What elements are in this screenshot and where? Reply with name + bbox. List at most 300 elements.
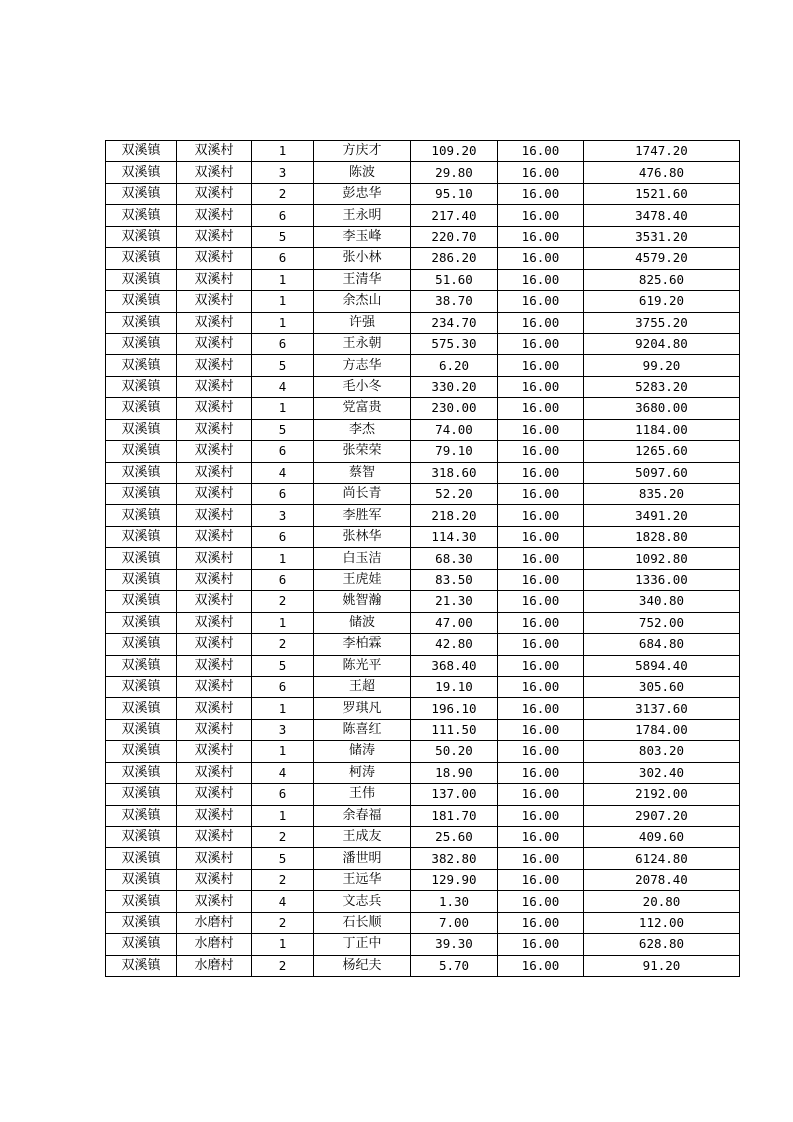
group-cell: 6 bbox=[252, 484, 314, 505]
name-cell: 彭忠华 bbox=[314, 183, 411, 204]
village-cell: 双溪村 bbox=[177, 698, 252, 719]
table-row bbox=[106, 398, 740, 419]
table-row bbox=[106, 698, 740, 719]
name-cell: 王永朝 bbox=[314, 333, 411, 354]
group-cell: 1 bbox=[252, 548, 314, 569]
group-cell: 1 bbox=[252, 698, 314, 719]
rate-cell: 16.00 bbox=[498, 462, 584, 483]
town-cell: 双溪镇 bbox=[106, 548, 177, 569]
group-cell: 4 bbox=[252, 762, 314, 783]
area-cell: 217.40 bbox=[411, 205, 498, 226]
rate-cell: 16.00 bbox=[498, 891, 584, 912]
table-row bbox=[106, 505, 740, 526]
table-row bbox=[106, 419, 740, 440]
table-row bbox=[106, 548, 740, 569]
table-row bbox=[106, 591, 740, 612]
rate-cell: 16.00 bbox=[498, 676, 584, 697]
table-row bbox=[106, 869, 740, 890]
group-cell: 2 bbox=[252, 591, 314, 612]
rate-cell: 16.00 bbox=[498, 612, 584, 633]
area-cell: 29.80 bbox=[411, 162, 498, 183]
amount-cell: 112.00 bbox=[584, 912, 740, 933]
village-cell: 双溪村 bbox=[177, 205, 252, 226]
village-cell: 双溪村 bbox=[177, 591, 252, 612]
village-cell: 双溪村 bbox=[177, 784, 252, 805]
village-cell: 双溪村 bbox=[177, 848, 252, 869]
table-row bbox=[106, 312, 740, 333]
rate-cell: 16.00 bbox=[498, 205, 584, 226]
name-cell: 张小林 bbox=[314, 248, 411, 269]
rate-cell: 16.00 bbox=[498, 505, 584, 526]
area-cell: 39.30 bbox=[411, 934, 498, 955]
town-cell: 双溪镇 bbox=[106, 655, 177, 676]
area-cell: 42.80 bbox=[411, 634, 498, 655]
area-cell: 286.20 bbox=[411, 248, 498, 269]
table-row bbox=[106, 955, 740, 976]
area-cell: 109.20 bbox=[411, 141, 498, 162]
group-cell: 1 bbox=[252, 612, 314, 633]
area-cell: 196.10 bbox=[411, 698, 498, 719]
amount-cell: 1184.00 bbox=[584, 419, 740, 440]
village-cell: 双溪村 bbox=[177, 762, 252, 783]
amount-cell: 3137.60 bbox=[584, 698, 740, 719]
town-cell: 双溪镇 bbox=[106, 183, 177, 204]
name-cell: 潘世明 bbox=[314, 848, 411, 869]
area-cell: 5.70 bbox=[411, 955, 498, 976]
group-cell: 1 bbox=[252, 312, 314, 333]
amount-cell: 1784.00 bbox=[584, 719, 740, 740]
table-row bbox=[106, 719, 740, 740]
table-row bbox=[106, 269, 740, 290]
group-cell: 1 bbox=[252, 398, 314, 419]
data-table bbox=[105, 140, 740, 977]
village-cell: 双溪村 bbox=[177, 462, 252, 483]
rate-cell: 16.00 bbox=[498, 655, 584, 676]
name-cell: 李柏霖 bbox=[314, 634, 411, 655]
village-cell: 双溪村 bbox=[177, 248, 252, 269]
table-row bbox=[106, 355, 740, 376]
amount-cell: 1265.60 bbox=[584, 441, 740, 462]
group-cell: 2 bbox=[252, 912, 314, 933]
town-cell: 双溪镇 bbox=[106, 891, 177, 912]
table-row bbox=[106, 634, 740, 655]
table-row bbox=[106, 183, 740, 204]
table-row bbox=[106, 248, 740, 269]
area-cell: 83.50 bbox=[411, 569, 498, 590]
name-cell: 李玉峰 bbox=[314, 226, 411, 247]
amount-cell: 305.60 bbox=[584, 676, 740, 697]
rate-cell: 16.00 bbox=[498, 333, 584, 354]
amount-cell: 3531.20 bbox=[584, 226, 740, 247]
amount-cell: 340.80 bbox=[584, 591, 740, 612]
amount-cell: 1336.00 bbox=[584, 569, 740, 590]
village-cell: 双溪村 bbox=[177, 226, 252, 247]
area-cell: 47.00 bbox=[411, 612, 498, 633]
village-cell: 双溪村 bbox=[177, 655, 252, 676]
amount-cell: 1521.60 bbox=[584, 183, 740, 204]
area-cell: 51.60 bbox=[411, 269, 498, 290]
rate-cell: 16.00 bbox=[498, 548, 584, 569]
area-cell: 111.50 bbox=[411, 719, 498, 740]
area-cell: 38.70 bbox=[411, 291, 498, 312]
village-cell: 水磨村 bbox=[177, 955, 252, 976]
name-cell: 文志兵 bbox=[314, 891, 411, 912]
amount-cell: 3478.40 bbox=[584, 205, 740, 226]
amount-cell: 835.20 bbox=[584, 484, 740, 505]
amount-cell: 9204.80 bbox=[584, 333, 740, 354]
area-cell: 95.10 bbox=[411, 183, 498, 204]
rate-cell: 16.00 bbox=[498, 955, 584, 976]
area-cell: 575.30 bbox=[411, 333, 498, 354]
village-cell: 双溪村 bbox=[177, 634, 252, 655]
name-cell: 方庆才 bbox=[314, 141, 411, 162]
name-cell: 柯涛 bbox=[314, 762, 411, 783]
village-cell: 双溪村 bbox=[177, 376, 252, 397]
town-cell: 双溪镇 bbox=[106, 441, 177, 462]
table-row bbox=[106, 612, 740, 633]
village-cell: 双溪村 bbox=[177, 505, 252, 526]
name-cell: 储波 bbox=[314, 612, 411, 633]
name-cell: 陈光平 bbox=[314, 655, 411, 676]
amount-cell: 5097.60 bbox=[584, 462, 740, 483]
name-cell: 王超 bbox=[314, 676, 411, 697]
rate-cell: 16.00 bbox=[498, 762, 584, 783]
table-row bbox=[106, 848, 740, 869]
group-cell: 5 bbox=[252, 355, 314, 376]
rate-cell: 16.00 bbox=[498, 398, 584, 419]
rate-cell: 16.00 bbox=[498, 248, 584, 269]
village-cell: 双溪村 bbox=[177, 869, 252, 890]
name-cell: 尚长青 bbox=[314, 484, 411, 505]
town-cell: 双溪镇 bbox=[106, 291, 177, 312]
town-cell: 双溪镇 bbox=[106, 591, 177, 612]
amount-cell: 2078.40 bbox=[584, 869, 740, 890]
town-cell: 双溪镇 bbox=[106, 719, 177, 740]
rate-cell: 16.00 bbox=[498, 848, 584, 869]
town-cell: 双溪镇 bbox=[106, 226, 177, 247]
name-cell: 丁正中 bbox=[314, 934, 411, 955]
amount-cell: 4579.20 bbox=[584, 248, 740, 269]
rate-cell: 16.00 bbox=[498, 526, 584, 547]
group-cell: 6 bbox=[252, 205, 314, 226]
rate-cell: 16.00 bbox=[498, 634, 584, 655]
table-row bbox=[106, 162, 740, 183]
town-cell: 双溪镇 bbox=[106, 248, 177, 269]
name-cell: 王永明 bbox=[314, 205, 411, 226]
name-cell: 王成友 bbox=[314, 827, 411, 848]
area-cell: 137.00 bbox=[411, 784, 498, 805]
area-cell: 6.20 bbox=[411, 355, 498, 376]
rate-cell: 16.00 bbox=[498, 869, 584, 890]
table-row bbox=[106, 376, 740, 397]
name-cell: 王伟 bbox=[314, 784, 411, 805]
area-cell: 114.30 bbox=[411, 526, 498, 547]
village-cell: 双溪村 bbox=[177, 162, 252, 183]
group-cell: 3 bbox=[252, 162, 314, 183]
town-cell: 双溪镇 bbox=[106, 526, 177, 547]
rate-cell: 16.00 bbox=[498, 719, 584, 740]
table-row bbox=[106, 462, 740, 483]
table-row bbox=[106, 934, 740, 955]
name-cell: 王清华 bbox=[314, 269, 411, 290]
amount-cell: 99.20 bbox=[584, 355, 740, 376]
amount-cell: 1828.80 bbox=[584, 526, 740, 547]
area-cell: 19.10 bbox=[411, 676, 498, 697]
area-cell: 230.00 bbox=[411, 398, 498, 419]
village-cell: 双溪村 bbox=[177, 141, 252, 162]
rate-cell: 16.00 bbox=[498, 183, 584, 204]
amount-cell: 1747.20 bbox=[584, 141, 740, 162]
village-cell: 双溪村 bbox=[177, 891, 252, 912]
area-cell: 25.60 bbox=[411, 827, 498, 848]
table-row bbox=[106, 484, 740, 505]
town-cell: 双溪镇 bbox=[106, 955, 177, 976]
area-cell: 220.70 bbox=[411, 226, 498, 247]
group-cell: 4 bbox=[252, 462, 314, 483]
group-cell: 1 bbox=[252, 934, 314, 955]
amount-cell: 825.60 bbox=[584, 269, 740, 290]
group-cell: 6 bbox=[252, 333, 314, 354]
group-cell: 2 bbox=[252, 955, 314, 976]
amount-cell: 752.00 bbox=[584, 612, 740, 633]
town-cell: 双溪镇 bbox=[106, 355, 177, 376]
name-cell: 罗琪凡 bbox=[314, 698, 411, 719]
group-cell: 5 bbox=[252, 226, 314, 247]
town-cell: 双溪镇 bbox=[106, 676, 177, 697]
area-cell: 234.70 bbox=[411, 312, 498, 333]
rate-cell: 16.00 bbox=[498, 312, 584, 333]
town-cell: 双溪镇 bbox=[106, 376, 177, 397]
area-cell: 79.10 bbox=[411, 441, 498, 462]
table-row bbox=[106, 676, 740, 697]
village-cell: 双溪村 bbox=[177, 484, 252, 505]
amount-cell: 2907.20 bbox=[584, 805, 740, 826]
rate-cell: 16.00 bbox=[498, 419, 584, 440]
town-cell: 双溪镇 bbox=[106, 741, 177, 762]
village-cell: 双溪村 bbox=[177, 741, 252, 762]
town-cell: 双溪镇 bbox=[106, 805, 177, 826]
name-cell: 王虎娃 bbox=[314, 569, 411, 590]
amount-cell: 302.40 bbox=[584, 762, 740, 783]
group-cell: 1 bbox=[252, 291, 314, 312]
table-row bbox=[106, 291, 740, 312]
village-cell: 双溪村 bbox=[177, 441, 252, 462]
table-row bbox=[106, 784, 740, 805]
rate-cell: 16.00 bbox=[498, 827, 584, 848]
amount-cell: 476.80 bbox=[584, 162, 740, 183]
rate-cell: 16.00 bbox=[498, 591, 584, 612]
village-cell: 双溪村 bbox=[177, 269, 252, 290]
village-cell: 双溪村 bbox=[177, 291, 252, 312]
table-row bbox=[106, 805, 740, 826]
rate-cell: 16.00 bbox=[498, 355, 584, 376]
rate-cell: 16.00 bbox=[498, 376, 584, 397]
table-row bbox=[106, 827, 740, 848]
name-cell: 石长顺 bbox=[314, 912, 411, 933]
village-cell: 双溪村 bbox=[177, 183, 252, 204]
village-cell: 双溪村 bbox=[177, 569, 252, 590]
rate-cell: 16.00 bbox=[498, 141, 584, 162]
area-cell: 21.30 bbox=[411, 591, 498, 612]
table-row bbox=[106, 569, 740, 590]
group-cell: 2 bbox=[252, 869, 314, 890]
village-cell: 双溪村 bbox=[177, 612, 252, 633]
area-cell: 50.20 bbox=[411, 741, 498, 762]
area-cell: 129.90 bbox=[411, 869, 498, 890]
town-cell: 双溪镇 bbox=[106, 762, 177, 783]
area-cell: 382.80 bbox=[411, 848, 498, 869]
rate-cell: 16.00 bbox=[498, 484, 584, 505]
village-cell: 双溪村 bbox=[177, 355, 252, 376]
group-cell: 6 bbox=[252, 676, 314, 697]
amount-cell: 91.20 bbox=[584, 955, 740, 976]
village-cell: 双溪村 bbox=[177, 676, 252, 697]
town-cell: 双溪镇 bbox=[106, 912, 177, 933]
town-cell: 双溪镇 bbox=[106, 398, 177, 419]
group-cell: 1 bbox=[252, 141, 314, 162]
town-cell: 双溪镇 bbox=[106, 612, 177, 633]
amount-cell: 3680.00 bbox=[584, 398, 740, 419]
name-cell: 陈波 bbox=[314, 162, 411, 183]
amount-cell: 619.20 bbox=[584, 291, 740, 312]
name-cell: 许强 bbox=[314, 312, 411, 333]
town-cell: 双溪镇 bbox=[106, 205, 177, 226]
rate-cell: 16.00 bbox=[498, 784, 584, 805]
table-row bbox=[106, 912, 740, 933]
group-cell: 1 bbox=[252, 741, 314, 762]
town-cell: 双溪镇 bbox=[106, 312, 177, 333]
group-cell: 5 bbox=[252, 848, 314, 869]
rate-cell: 16.00 bbox=[498, 441, 584, 462]
group-cell: 6 bbox=[252, 784, 314, 805]
document-page bbox=[105, 140, 740, 977]
town-cell: 双溪镇 bbox=[106, 162, 177, 183]
area-cell: 1.30 bbox=[411, 891, 498, 912]
area-cell: 218.20 bbox=[411, 505, 498, 526]
town-cell: 双溪镇 bbox=[106, 934, 177, 955]
table-row bbox=[106, 891, 740, 912]
group-cell: 6 bbox=[252, 441, 314, 462]
name-cell: 姚智瀚 bbox=[314, 591, 411, 612]
village-cell: 双溪村 bbox=[177, 333, 252, 354]
group-cell: 2 bbox=[252, 183, 314, 204]
name-cell: 张荣荣 bbox=[314, 441, 411, 462]
table-row bbox=[106, 741, 740, 762]
town-cell: 双溪镇 bbox=[106, 419, 177, 440]
amount-cell: 3491.20 bbox=[584, 505, 740, 526]
village-cell: 双溪村 bbox=[177, 719, 252, 740]
village-cell: 双溪村 bbox=[177, 548, 252, 569]
amount-cell: 409.60 bbox=[584, 827, 740, 848]
village-cell: 双溪村 bbox=[177, 805, 252, 826]
group-cell: 3 bbox=[252, 719, 314, 740]
group-cell: 6 bbox=[252, 526, 314, 547]
amount-cell: 6124.80 bbox=[584, 848, 740, 869]
town-cell: 双溪镇 bbox=[106, 569, 177, 590]
village-cell: 水磨村 bbox=[177, 934, 252, 955]
group-cell: 1 bbox=[252, 805, 314, 826]
group-cell: 3 bbox=[252, 505, 314, 526]
name-cell: 方志华 bbox=[314, 355, 411, 376]
table-row bbox=[106, 762, 740, 783]
village-cell: 双溪村 bbox=[177, 827, 252, 848]
village-cell: 双溪村 bbox=[177, 398, 252, 419]
group-cell: 5 bbox=[252, 655, 314, 676]
table-row bbox=[106, 333, 740, 354]
town-cell: 双溪镇 bbox=[106, 333, 177, 354]
amount-cell: 3755.20 bbox=[584, 312, 740, 333]
table-row bbox=[106, 226, 740, 247]
town-cell: 双溪镇 bbox=[106, 698, 177, 719]
group-cell: 6 bbox=[252, 248, 314, 269]
name-cell: 余杰山 bbox=[314, 291, 411, 312]
rate-cell: 16.00 bbox=[498, 162, 584, 183]
name-cell: 李杰 bbox=[314, 419, 411, 440]
rate-cell: 16.00 bbox=[498, 269, 584, 290]
amount-cell: 684.80 bbox=[584, 634, 740, 655]
group-cell: 4 bbox=[252, 376, 314, 397]
name-cell: 余春福 bbox=[314, 805, 411, 826]
village-cell: 双溪村 bbox=[177, 526, 252, 547]
town-cell: 双溪镇 bbox=[106, 462, 177, 483]
group-cell: 2 bbox=[252, 634, 314, 655]
town-cell: 双溪镇 bbox=[106, 827, 177, 848]
town-cell: 双溪镇 bbox=[106, 505, 177, 526]
amount-cell: 5894.40 bbox=[584, 655, 740, 676]
area-cell: 74.00 bbox=[411, 419, 498, 440]
area-cell: 181.70 bbox=[411, 805, 498, 826]
area-cell: 7.00 bbox=[411, 912, 498, 933]
name-cell: 党富贵 bbox=[314, 398, 411, 419]
rate-cell: 16.00 bbox=[498, 226, 584, 247]
rate-cell: 16.00 bbox=[498, 698, 584, 719]
name-cell: 白玉洁 bbox=[314, 548, 411, 569]
village-cell: 水磨村 bbox=[177, 912, 252, 933]
area-cell: 318.60 bbox=[411, 462, 498, 483]
village-cell: 双溪村 bbox=[177, 312, 252, 333]
amount-cell: 5283.20 bbox=[584, 376, 740, 397]
rate-cell: 16.00 bbox=[498, 912, 584, 933]
town-cell: 双溪镇 bbox=[106, 869, 177, 890]
name-cell: 储涛 bbox=[314, 741, 411, 762]
town-cell: 双溪镇 bbox=[106, 269, 177, 290]
name-cell: 毛小冬 bbox=[314, 376, 411, 397]
rate-cell: 16.00 bbox=[498, 934, 584, 955]
name-cell: 张林华 bbox=[314, 526, 411, 547]
table-row bbox=[106, 205, 740, 226]
rate-cell: 16.00 bbox=[498, 569, 584, 590]
village-cell: 双溪村 bbox=[177, 419, 252, 440]
group-cell: 1 bbox=[252, 269, 314, 290]
amount-cell: 1092.80 bbox=[584, 548, 740, 569]
name-cell: 陈喜红 bbox=[314, 719, 411, 740]
area-cell: 368.40 bbox=[411, 655, 498, 676]
name-cell: 蔡智 bbox=[314, 462, 411, 483]
area-cell: 330.20 bbox=[411, 376, 498, 397]
rate-cell: 16.00 bbox=[498, 805, 584, 826]
amount-cell: 628.80 bbox=[584, 934, 740, 955]
name-cell: 杨纪夫 bbox=[314, 955, 411, 976]
group-cell: 6 bbox=[252, 569, 314, 590]
town-cell: 双溪镇 bbox=[106, 141, 177, 162]
table-row bbox=[106, 141, 740, 162]
town-cell: 双溪镇 bbox=[106, 484, 177, 505]
table-row bbox=[106, 526, 740, 547]
name-cell: 王远华 bbox=[314, 869, 411, 890]
group-cell: 4 bbox=[252, 891, 314, 912]
table-row bbox=[106, 655, 740, 676]
group-cell: 5 bbox=[252, 419, 314, 440]
